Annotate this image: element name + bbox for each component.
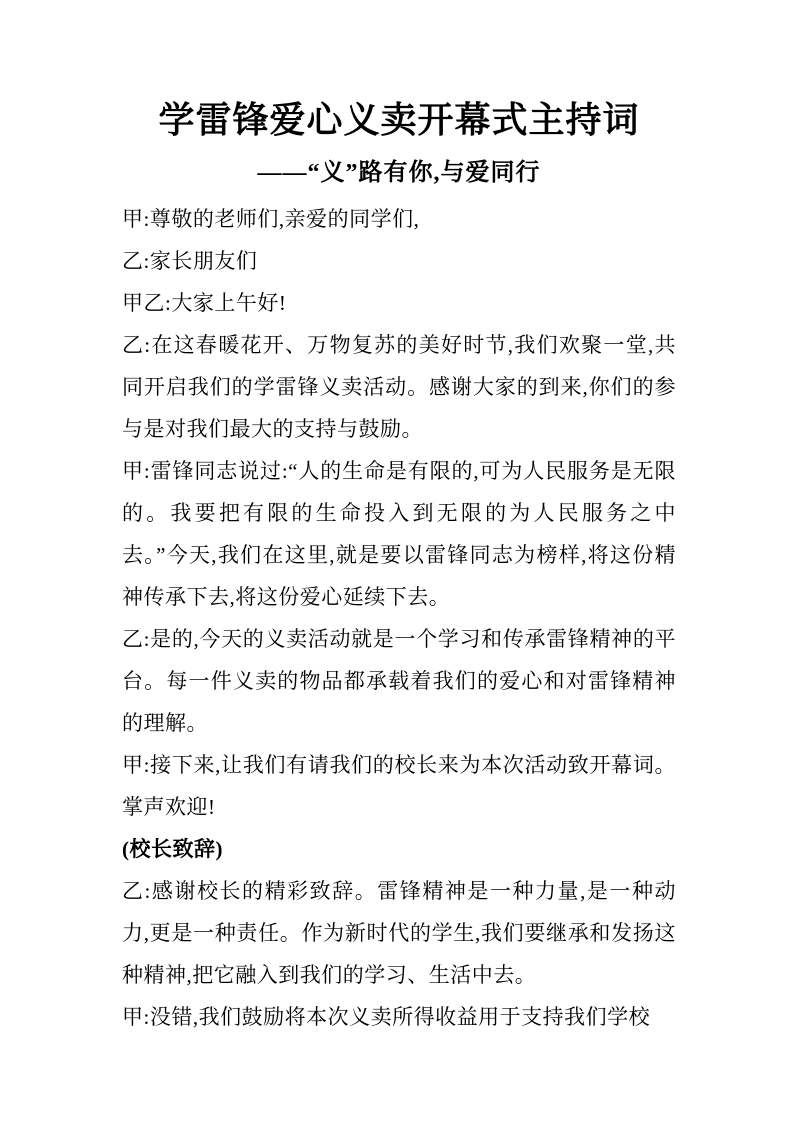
document-title: 学雷锋爱心义卖开幕式主持词 [158, 100, 640, 140]
dialogue-line-host-b-opening: 乙:在这春暖花开、万物复苏的美好时节,我们欢聚一堂,共同开启我们的学雷锋义卖活动。感谢大家的到来,你们的参与是对我们最大的支持与鼓励。 [122, 333, 676, 441]
dialogue-line-host-a-invite-principal: 甲:接下来,让我们有请我们的校长来为本次活动致开幕词。掌声欢迎! [122, 753, 676, 819]
stage-direction-principal-speech: (校长致辞) [122, 837, 223, 861]
dialogue-line-host-b-thanks-principal: 乙:感谢校长的精彩致辞。雷锋精神是一种力量,是一种动力,更是一种责任。作为新时代的学生,我们要继承和发扬这种精神,把它融入到我们的学习、生活中去。 [122, 879, 676, 987]
dialogue-line-host-b-platform: 乙:是的,今天的义卖活动就是一个学习和传承雷锋精神的平台。每一件义卖的物品都承载着我们的爱心和对雷锋精神的理解。 [122, 627, 676, 735]
dialogue-line-both-hosts-greeting: 甲乙:大家上午好! [122, 291, 287, 315]
dialogue-line-host-a-proceeds: 甲:没错,我们鼓励将本次义卖所得收益用于支持我们学校 [122, 1005, 651, 1029]
dialogue-line-host-a-greeting: 甲:尊敬的老师们,亲爱的同学们, [122, 207, 420, 231]
dialogue-line-host-a-leifeng-quote: 甲:雷锋同志说过:“人的生命是有限的,可为人民服务是无限的。我要把有限的生命投入到无限的为人民服务之中去。”今天,我们在这里,就是要以雷锋同志为榜样,将这份精神传承下去,将这份爱心延续下去。 [122, 459, 676, 609]
document-body [122, 198, 676, 1038]
document-subtitle: ——“义”路有你,与爱同行 [257, 160, 541, 186]
dialogue-line-host-b-greeting: 乙:家长朋友们 [122, 249, 258, 273]
